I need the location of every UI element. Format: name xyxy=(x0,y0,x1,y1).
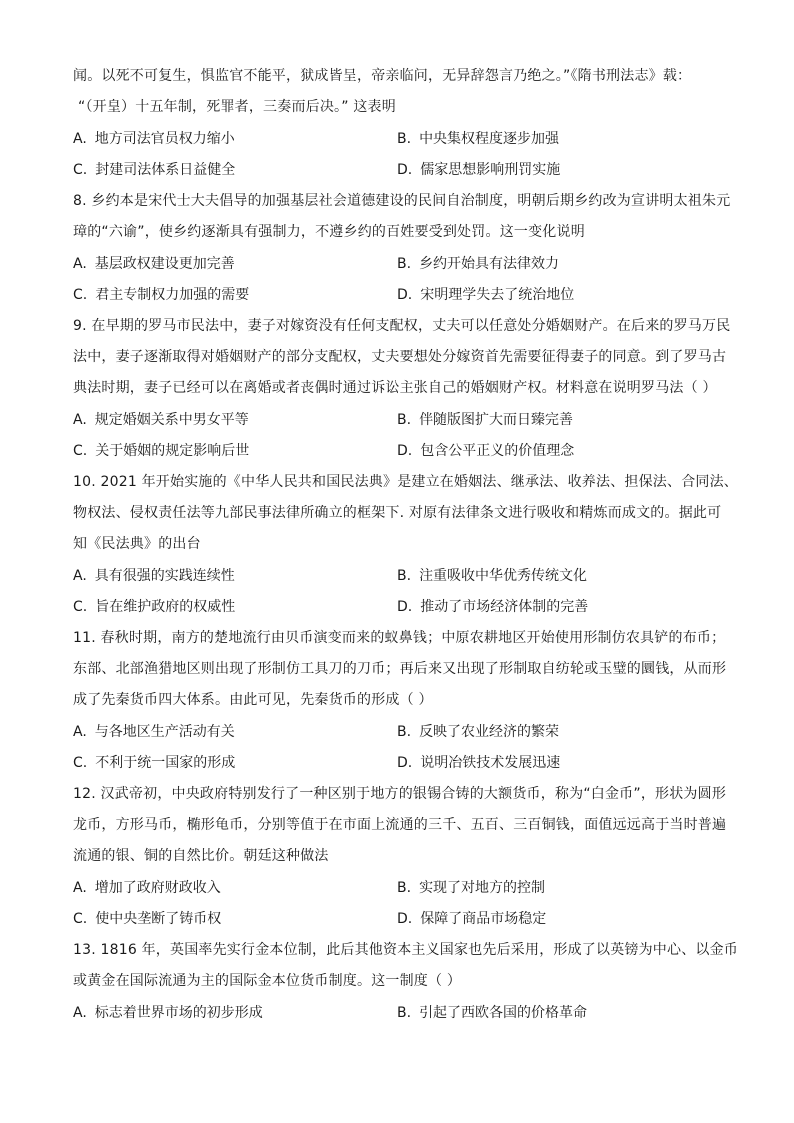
question-11-text-line-2: 东部、北部渔猎地区则出现了形制仿工具刀的刀币；再后来又出现了形制取自纺轮或玉璧的圜钱，从而形 xyxy=(73,661,727,677)
question-8-option-a: A. 基层政权建设更加完善 xyxy=(73,256,235,272)
question-7-option-c: C. 封建司法体系日益健全 xyxy=(73,162,236,178)
question-7-text-line-2: “（开皇）十五年制，死罪者，三奏而后决。” 这表明 xyxy=(78,99,396,115)
question-12-option-c: C. 使中央垄断了铸币权 xyxy=(73,911,222,927)
question-8-option-d: D. 宋明理学失去了统治地位 xyxy=(397,287,575,303)
question-10-option-b: B. 注重吸收中华优秀传统文化 xyxy=(397,568,588,584)
question-13-option-b: B. 引起了西欧各国的价格革命 xyxy=(397,1005,588,1021)
question-13-text-line-1: 13. 1816 年，英国率先实行金本位制，此后其他资本主义国家也先后采用，形成了以英镑为中心、以金币 xyxy=(73,942,738,958)
question-13-text-line-2: 或黄金在国际流通为主的国际金本位货币制度。这一制度（ ） xyxy=(73,973,462,989)
question-12-option-a: A. 增加了政府财政收入 xyxy=(73,880,221,896)
question-10-text-line-3: 知《民法典》的出台 xyxy=(73,536,201,552)
question-10-option-d: D. 推动了市场经济体制的完善 xyxy=(397,599,589,615)
question-9-text-line-1: 9. 在早期的罗马市民法中，妻子对嫁资没有任何支配权，丈夫可以任意处分婚姻财产。在后来的罗马万民 xyxy=(73,318,731,334)
question-12-text-line-1: 12. 汉武帝初，中央政府特别发行了一种区别于地方的银锡合铸的大额货币，称为“白金币”，形状为圆形 xyxy=(73,786,727,802)
question-11-text-line-3: 成了先秦货币四大体系。由此可见，先秦货币的形成（ ） xyxy=(73,692,433,708)
question-10-option-c: C. 旨在维护政府的权威性 xyxy=(73,599,236,615)
question-11-option-d: D. 说明冶铁技术发展迅速 xyxy=(397,755,561,771)
question-8-option-c: C. 君主专制权力加强的需要 xyxy=(73,287,250,303)
question-8-text-line-2: 璋的“六谕”，使乡约逐渐具有强制力，不遵乡约的百姓要受到处罚。这一变化说明 xyxy=(73,224,585,240)
question-12-text-line-3: 流通的银、铜的自然比价。朝廷这种做法 xyxy=(73,848,329,864)
question-7-option-b: B. 中央集权程度逐步加强 xyxy=(397,131,560,147)
question-11-option-a: A. 与各地区生产活动有关 xyxy=(73,724,235,740)
question-11-text-line-1: 11. 春秋时期，南方的楚地流行由贝币演变而来的蚁鼻钱；中原农耕地区开始使用形制仿农具铲的布币； xyxy=(73,630,726,646)
question-9-option-c: C. 关于婚姻的规定影响后世 xyxy=(73,443,250,459)
question-9-text-line-2: 法中，妻子逐渐取得对婚姻财产的部分支配权，丈夫要想处分嫁资首先需要征得妻子的同意。到了罗马古 xyxy=(73,349,727,365)
question-13-option-a: A. 标志着世界市场的初步形成 xyxy=(73,1005,263,1021)
question-9-option-d: D. 包含公平正义的价值理念 xyxy=(397,443,575,459)
question-11-option-b: B. 反映了农业经济的繁荣 xyxy=(397,724,560,740)
question-9-text-line-3: 典法时期，妻子已经可以在离婚或者丧偶时通过诉讼主张自己的婚姻财产权。材料意在说明罗马法（ ） xyxy=(73,380,717,396)
question-10-option-a: A. 具有很强的实践连续性 xyxy=(73,568,235,584)
question-9-option-a: A. 规定婚姻关系中男女平等 xyxy=(73,412,249,428)
question-10-text-line-2: 物权法、侵权责任法等九部民事法律所确立的框架下. 对原有法律条文进行吸收和精炼而成文的。据此可 xyxy=(73,505,722,521)
question-12-option-b: B. 实现了对地方的控制 xyxy=(397,880,546,896)
question-7-text-line-1: 闻。以死不可复生，惧监官不能平，狱成皆呈，帝亲临问，无异辞怨言乃绝之。”《隋书刑法志》载： xyxy=(73,68,692,84)
question-11-option-c: C. 不利于统一国家的形成 xyxy=(73,755,236,771)
question-12-option-d: D. 保障了商品市场稳定 xyxy=(397,911,547,927)
question-9-option-b: B. 伴随版图扩大而日臻完善 xyxy=(397,412,574,428)
question-10-text-line-1: 10. 2021 年开始实施的《中华人民共和国民法典》是建立在婚姻法、继承法、收养法、担保法、合同法、 xyxy=(73,474,738,490)
question-8-option-b: B. 乡约开始具有法律效力 xyxy=(397,256,560,272)
question-7-option-d: D. 儒家思想影响刑罚实施 xyxy=(397,162,561,178)
question-12-text-line-2: 龙币，方形马币，椭形龟币，分别等值于在市面上流通的三千、五百、三百铜钱，面值远远高于当时普遍 xyxy=(73,817,727,833)
question-8-text-line-1: 8. 乡约本是宋代士大夫倡导的加强基层社会道德建设的民间自治制度，明朝后期乡约改为宣讲明太祖朱元 xyxy=(73,193,731,209)
question-7-option-a: A. 地方司法官员权力缩小 xyxy=(73,131,235,147)
